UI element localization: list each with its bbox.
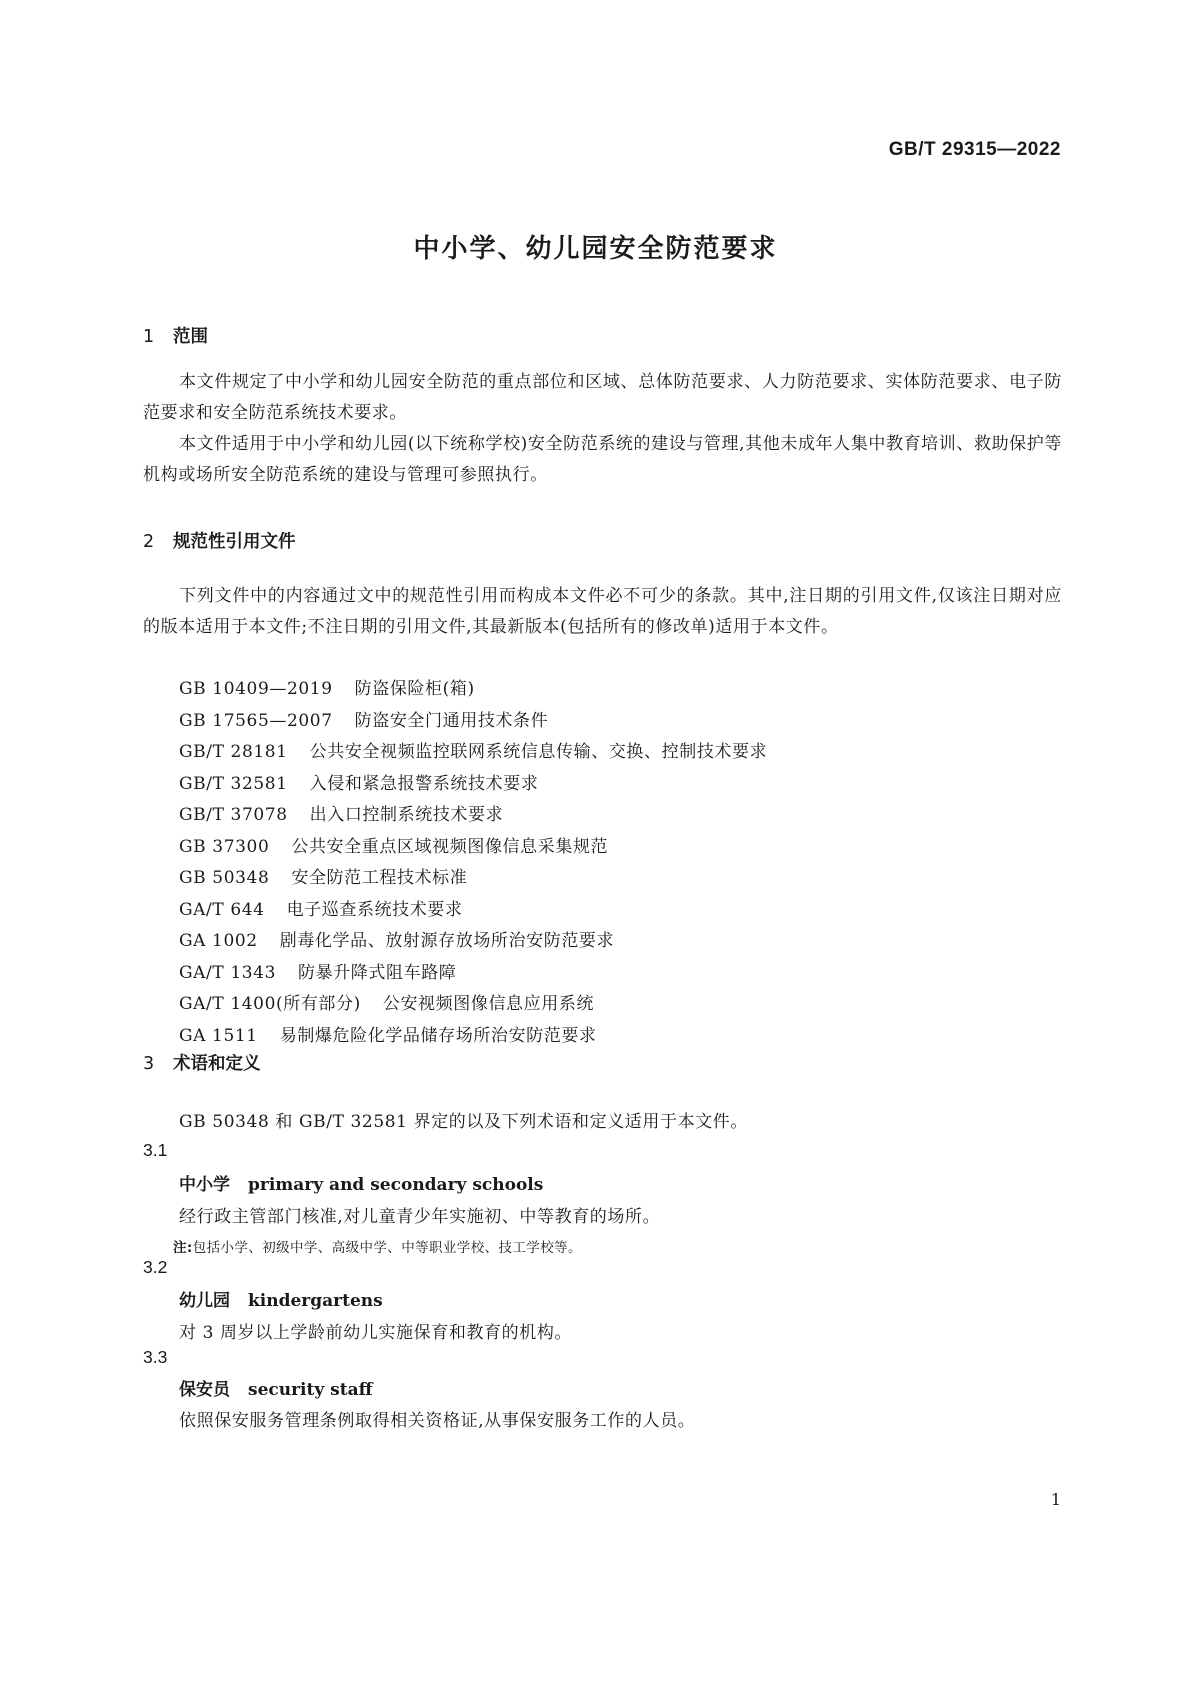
reference-code: GB 37300 xyxy=(179,836,270,857)
reference-item xyxy=(179,737,767,769)
term-title xyxy=(179,1286,383,1311)
term-note xyxy=(173,1236,582,1256)
reference-item xyxy=(179,674,767,706)
reference-item xyxy=(179,832,767,864)
term-number: 3.2 xyxy=(143,1257,168,1277)
term-en: security staff xyxy=(248,1380,373,1400)
reference-code: GA 1511 xyxy=(179,1025,258,1046)
reference-title: 出入口控制系统技术要求 xyxy=(309,805,504,825)
reference-item xyxy=(179,1021,767,1053)
reference-title: 防盗安全门通用技术条件 xyxy=(354,710,549,731)
reference-title: 安全防范工程技术标准 xyxy=(291,868,468,888)
reference-code: GB/T 37078 xyxy=(179,805,288,825)
reference-item xyxy=(179,863,767,895)
section-heading-normative-references xyxy=(143,528,296,553)
term-en: primary and secondary schools xyxy=(248,1175,544,1195)
section-number: 3 xyxy=(143,1054,155,1074)
term-title xyxy=(179,1375,373,1400)
reference-item xyxy=(179,706,767,738)
reference-code: GB 10409—2019 xyxy=(179,679,333,699)
page-number: 1 xyxy=(1050,1490,1061,1509)
reference-title: 防暴升降式阻车路障 xyxy=(298,962,457,983)
terms-intro: GB 50348 和 GB/T 32581 界定的以及下列术语和定义适用于本文件。 xyxy=(179,1112,748,1132)
reference-title: 入侵和紧急报警系统技术要求 xyxy=(309,773,539,794)
reference-code: GA/T 1343 xyxy=(179,962,276,983)
section-number: 2 xyxy=(143,532,155,552)
note-text: 包括小学、初级中学、高级中学、中等职业学校、技工学校等。 xyxy=(192,1240,582,1256)
reference-title: 易制爆危险化学品储存场所治安防范要求 xyxy=(279,1025,597,1046)
section-title: 术语和定义 xyxy=(173,1054,261,1074)
reference-title: 剧毒化学品、放射源存放场所治安防范要求 xyxy=(279,931,615,951)
section-title: 范围 xyxy=(173,327,208,347)
reference-code: GB 50348 xyxy=(179,868,270,888)
term-definition: 经行政主管部门核准,对儿童青少年实施初、中等教育的场所。 xyxy=(179,1207,661,1227)
section-title: 规范性引用文件 xyxy=(173,532,296,552)
reference-code: GB/T 32581 xyxy=(179,773,288,794)
reference-list xyxy=(179,674,767,1052)
reference-item xyxy=(179,769,767,801)
note-label: 注: xyxy=(173,1240,193,1256)
reference-item xyxy=(179,958,767,990)
document-title: 中小学、幼儿园安全防范要求 xyxy=(413,234,778,264)
reference-code: GA/T 644 xyxy=(179,899,265,920)
section-number: 1 xyxy=(143,327,155,347)
reference-title: 公安视频图像信息应用系统 xyxy=(382,994,595,1014)
reference-item xyxy=(179,926,767,958)
reference-item xyxy=(179,800,767,832)
reference-item xyxy=(179,895,767,927)
term-zh: 幼儿园 xyxy=(179,1291,230,1311)
reference-code: GB 17565—2007 xyxy=(179,710,333,731)
scope-paragraph-2: 本文件适用于中小学和幼儿园(以下统称学校)安全防范系统的建设与管理,其他未成年人集中教育培训、救助保护等机构或场所安全防范系统的建设与管理可参照执行。 xyxy=(143,434,1062,485)
reference-title: 电子巡查系统技术要求 xyxy=(286,899,463,920)
term-definition: 依照保安服务管理条例取得相关资格证,从事保安服务工作的人员。 xyxy=(179,1411,696,1431)
term-definition: 对 3 周岁以上学龄前幼儿实施保育和教育的机构。 xyxy=(179,1323,573,1343)
section-heading-scope xyxy=(143,323,208,348)
reference-title: 公共安全重点区域视频图像信息采集规范 xyxy=(291,836,609,857)
reference-code: GA/T 1400(所有部分) xyxy=(179,994,361,1014)
reference-code: GA 1002 xyxy=(179,931,258,951)
references-intro: 下列文件中的内容通过文中的规范性引用而构成本文件必不可少的条款。其中,注日期的引用文件,仅该注日期对应的版本适用于本文件;不注日期的引用文件,其最新版本(包括所有的修改单)适用于本文件。 xyxy=(143,586,1062,637)
standard-code: GB/T 29315—2022 xyxy=(888,139,1061,160)
term-en: kindergartens xyxy=(248,1291,383,1311)
reference-title: 防盗保险柜(箱) xyxy=(354,679,475,699)
term-title xyxy=(179,1170,543,1195)
section-heading-terms xyxy=(143,1050,261,1075)
reference-title: 公共安全视频监控联网系统信息传输、交换、控制技术要求 xyxy=(309,742,768,762)
term-number: 3.3 xyxy=(143,1347,168,1367)
scope-paragraph-1: 本文件规定了中小学和幼儿园安全防范的重点部位和区域、总体防范要求、人力防范要求、实体防范要求、电子防范要求和安全防范系统技术要求。 xyxy=(143,372,1062,423)
reference-code: GB/T 28181 xyxy=(179,742,288,762)
term-zh: 保安员 xyxy=(179,1380,230,1400)
term-zh: 中小学 xyxy=(179,1175,230,1195)
reference-item xyxy=(179,989,767,1021)
term-number: 3.1 xyxy=(143,1140,168,1160)
